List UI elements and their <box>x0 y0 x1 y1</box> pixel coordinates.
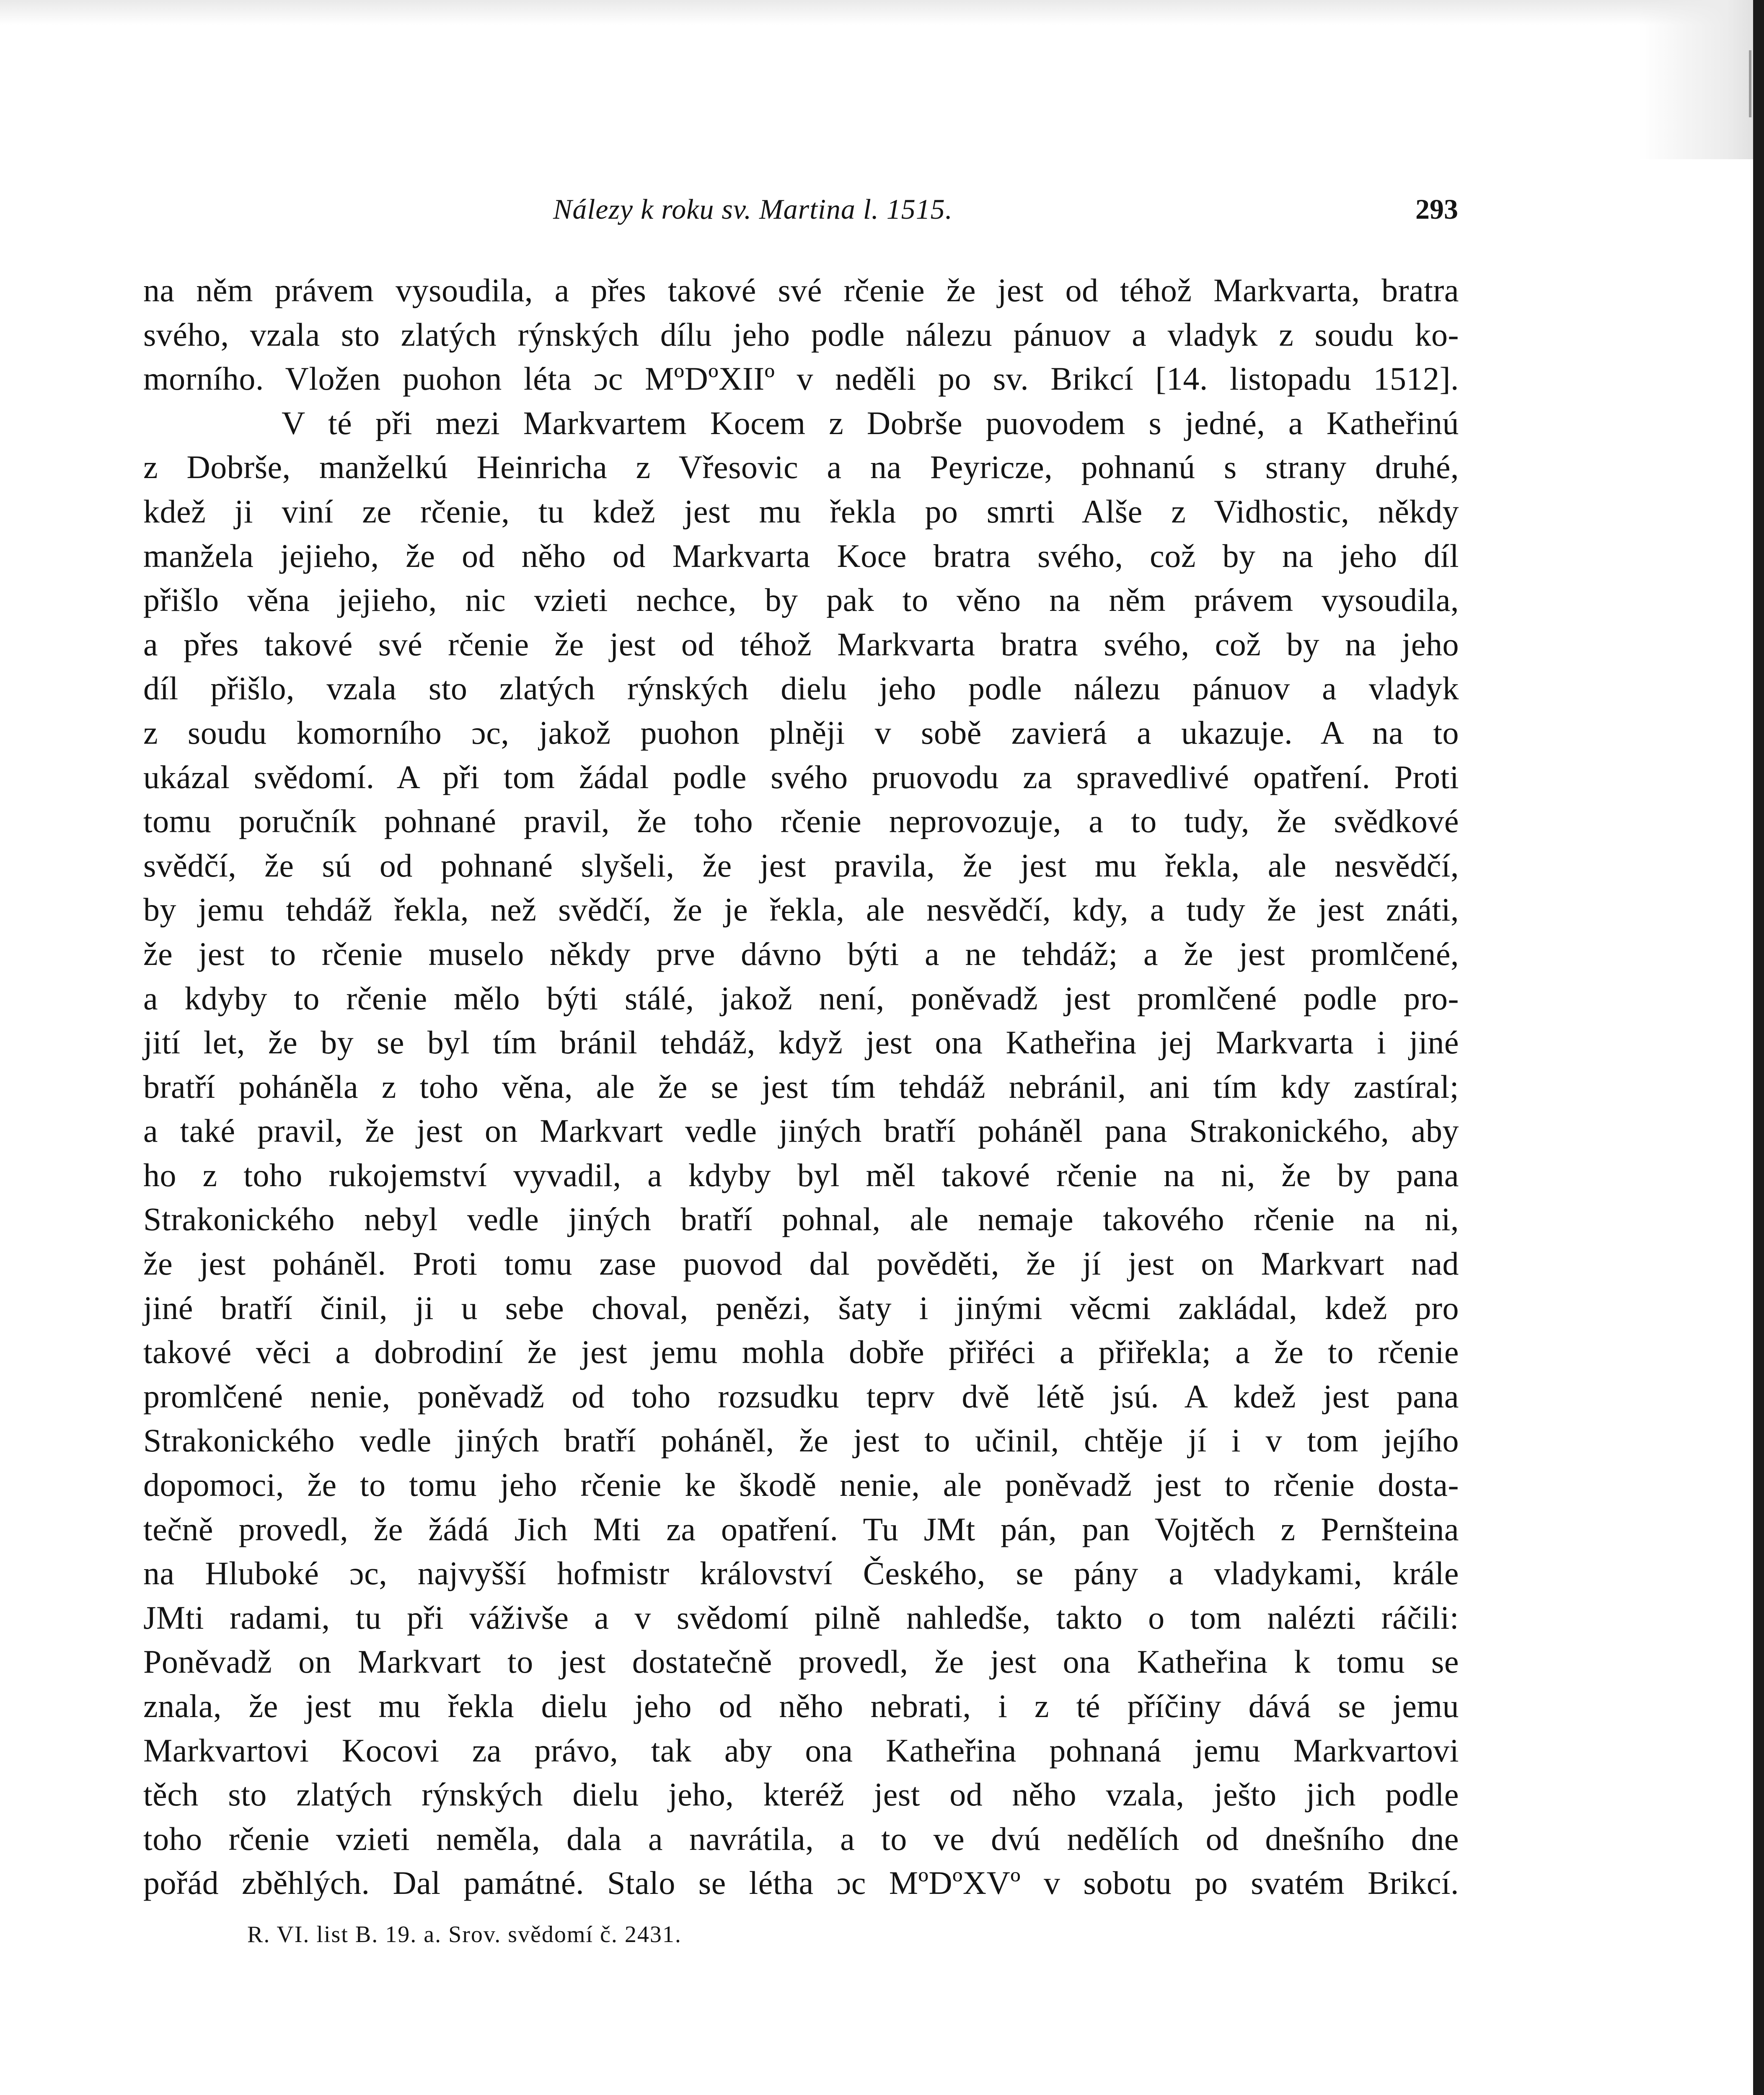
body-line: takové věci a dobrodiní že jest jemu mohla dobře přiřéci a přiřekla; a že to rčenie <box>143 1334 1459 1371</box>
body-text <box>143 268 1459 1905</box>
body-line: Strakonického vedle jiných bratří poháněl, že jest to učinil, chtěje jí i v tom jejího <box>143 1422 1459 1459</box>
body-line: Poněvadž on Markvart to jest dostatečně provedl, že jest ona Katheřina k tomu se <box>143 1643 1459 1680</box>
body-line: manžela jejieho, že od něho od Markvarta Koce bratra svého, což by na jeho díl <box>143 537 1459 574</box>
body-line: z Dobrše, manželkú Heinricha z Vřesovic a na Peyricze, pohnanú s strany druhé, <box>143 449 1459 486</box>
body-line: tečně provedl, že žádá Jich Mti za opatření. Tu JMt pán, pan Vojtěch z Pernšteina <box>143 1510 1459 1547</box>
body-line: Strakonického nebyl vedle jiných bratří pohnal, ale nemaje takového rčenie na ni, <box>143 1201 1459 1238</box>
page-right-border <box>1753 0 1764 2095</box>
body-line-paragraph-start: V té při mezi Markvartem Kocem z Dobrše puovodem s jedné, a Katheřinú <box>282 404 1459 441</box>
body-line: dopomoci, že to tomu jeho rčenie ke škodě nenie, ale poněvadž jest to rčenie dosta- <box>143 1466 1459 1503</box>
body-line: by jemu tehdáž řekla, než svědčí, že je řekla, ale nesvědčí, kdy, a tudy že jest znáti, <box>143 891 1459 928</box>
body-line: ukázal svědomí. A při tom žádal podle svého pruovodu za spravedlivé opatření. Proti <box>143 758 1459 795</box>
body-line: z soudu komorního ɔc, jakož puohon plněji v sobě zavierá a ukazuje. A na to <box>143 714 1459 751</box>
body-line: přišlo věna jejieho, nic vzieti nechce, by pak to věno na něm právem vysoudila, <box>143 582 1459 618</box>
scan-shadow-top <box>0 0 1764 25</box>
body-line: kdež ji viní ze rčenie, tu kdež jest mu řekla po smrti Alše z Vidhostic, někdy <box>143 493 1459 530</box>
body-line: JMti radami, tu při váživše a v svědomí pilně nahledše, takto o tom nalézti ráčili: <box>143 1599 1459 1636</box>
running-header-title: Nálezy k roku sv. Martina l. 1515. <box>553 193 953 225</box>
footnote-source-reference: R. VI. list B. 19. a. Srov. svědomí č. 2431. <box>247 1922 682 1948</box>
body-line-last: pořád zběhlých. Dal památné. Stalo se létha ɔc MºDºXVº v sobotu po svatém Brikcí. <box>143 1865 1459 1901</box>
body-line: morního. Vložen puohon léta ɔc MºDºXIIº v neděli po sv. Brikcí [14. listopadu 1512]. <box>143 360 1459 397</box>
body-line: Markvartovi Kocovi za právo, tak aby ona Katheřina pohnaná jemu Markvartovi <box>143 1732 1459 1769</box>
body-line: jití let, že by se byl tím bránil tehdáž, když jest ona Katheřina jej Markvarta i jiné <box>143 1024 1459 1061</box>
body-line: díl přišlo, vzala sto zlatých rýnských dielu jeho podle nálezu pánuov a vladyk <box>143 670 1459 707</box>
body-line: jiné bratří činil, ji u sebe choval, penězi, šaty i jinými věcmi zakládal, kdež pro <box>143 1289 1459 1326</box>
scan-edge-artifact <box>1638 0 1764 159</box>
body-line: a také pravil, že jest on Markvart vedle jiných bratří poháněl pana Strakonického, aby <box>143 1112 1459 1149</box>
body-line: těch sto zlatých rýnských dielu jeho, kteréž jest od něho vzala, ješto jich podle <box>143 1776 1459 1813</box>
body-line: toho rčenie vzieti neměla, dala a navrátila, a to ve dvú nedělích od dnešního dne <box>143 1820 1459 1857</box>
body-line: znala, že jest mu řekla dielu jeho od něho nebrati, i z té příčiny dává se jemu <box>143 1688 1459 1724</box>
body-line: a přes takové své rčenie že jest od téhož Markvarta bratra svého, což by na jeho <box>143 626 1459 662</box>
body-line: svědčí, že sú od pohnané slyšeli, že jest pravila, že jest mu řekla, ale nesvědčí, <box>143 847 1459 884</box>
body-line: na něm právem vysoudila, a přes takové své rčenie že jest od téhož Markvarta, bratra <box>143 272 1459 308</box>
body-line: že jest poháněl. Proti tomu zase puovod dal pověděti, že jí jest on Markvart nad <box>143 1245 1459 1282</box>
page-number: 293 <box>1415 193 1458 225</box>
body-line: bratří poháněla z toho věna, ale že se jest tím tehdáž nebránil, ani tím kdy zastíral; <box>143 1068 1459 1105</box>
body-line: ho z toho rukojemství vyvadil, a kdyby byl měl takové rčenie na ni, že by pana <box>143 1156 1459 1193</box>
body-line: tomu poručník pohnané pravil, že toho rčenie neprovozuje, a to tudy, že svědkové <box>143 803 1459 840</box>
body-line: na Hluboké ɔc, najvyšší hofmistr království Českého, se pány a vladykami, krále <box>143 1555 1459 1592</box>
body-line: svého, vzala sto zlatých rýnských dílu jeho podle nálezu pánuov a vladyk z soudu ko- <box>143 316 1459 353</box>
body-line: a kdyby to rčenie mělo býti stálé, jakož není, poněvadž jest promlčené podle pro- <box>143 980 1459 1016</box>
body-line: že jest to rčenie muselo někdy prve dávno býti a ne tehdáž; a že jest promlčené, <box>143 935 1459 972</box>
body-line: promlčené nenie, poněvadž od toho rozsudku teprv dvě létě jsú. A kdež jest pana <box>143 1378 1459 1415</box>
